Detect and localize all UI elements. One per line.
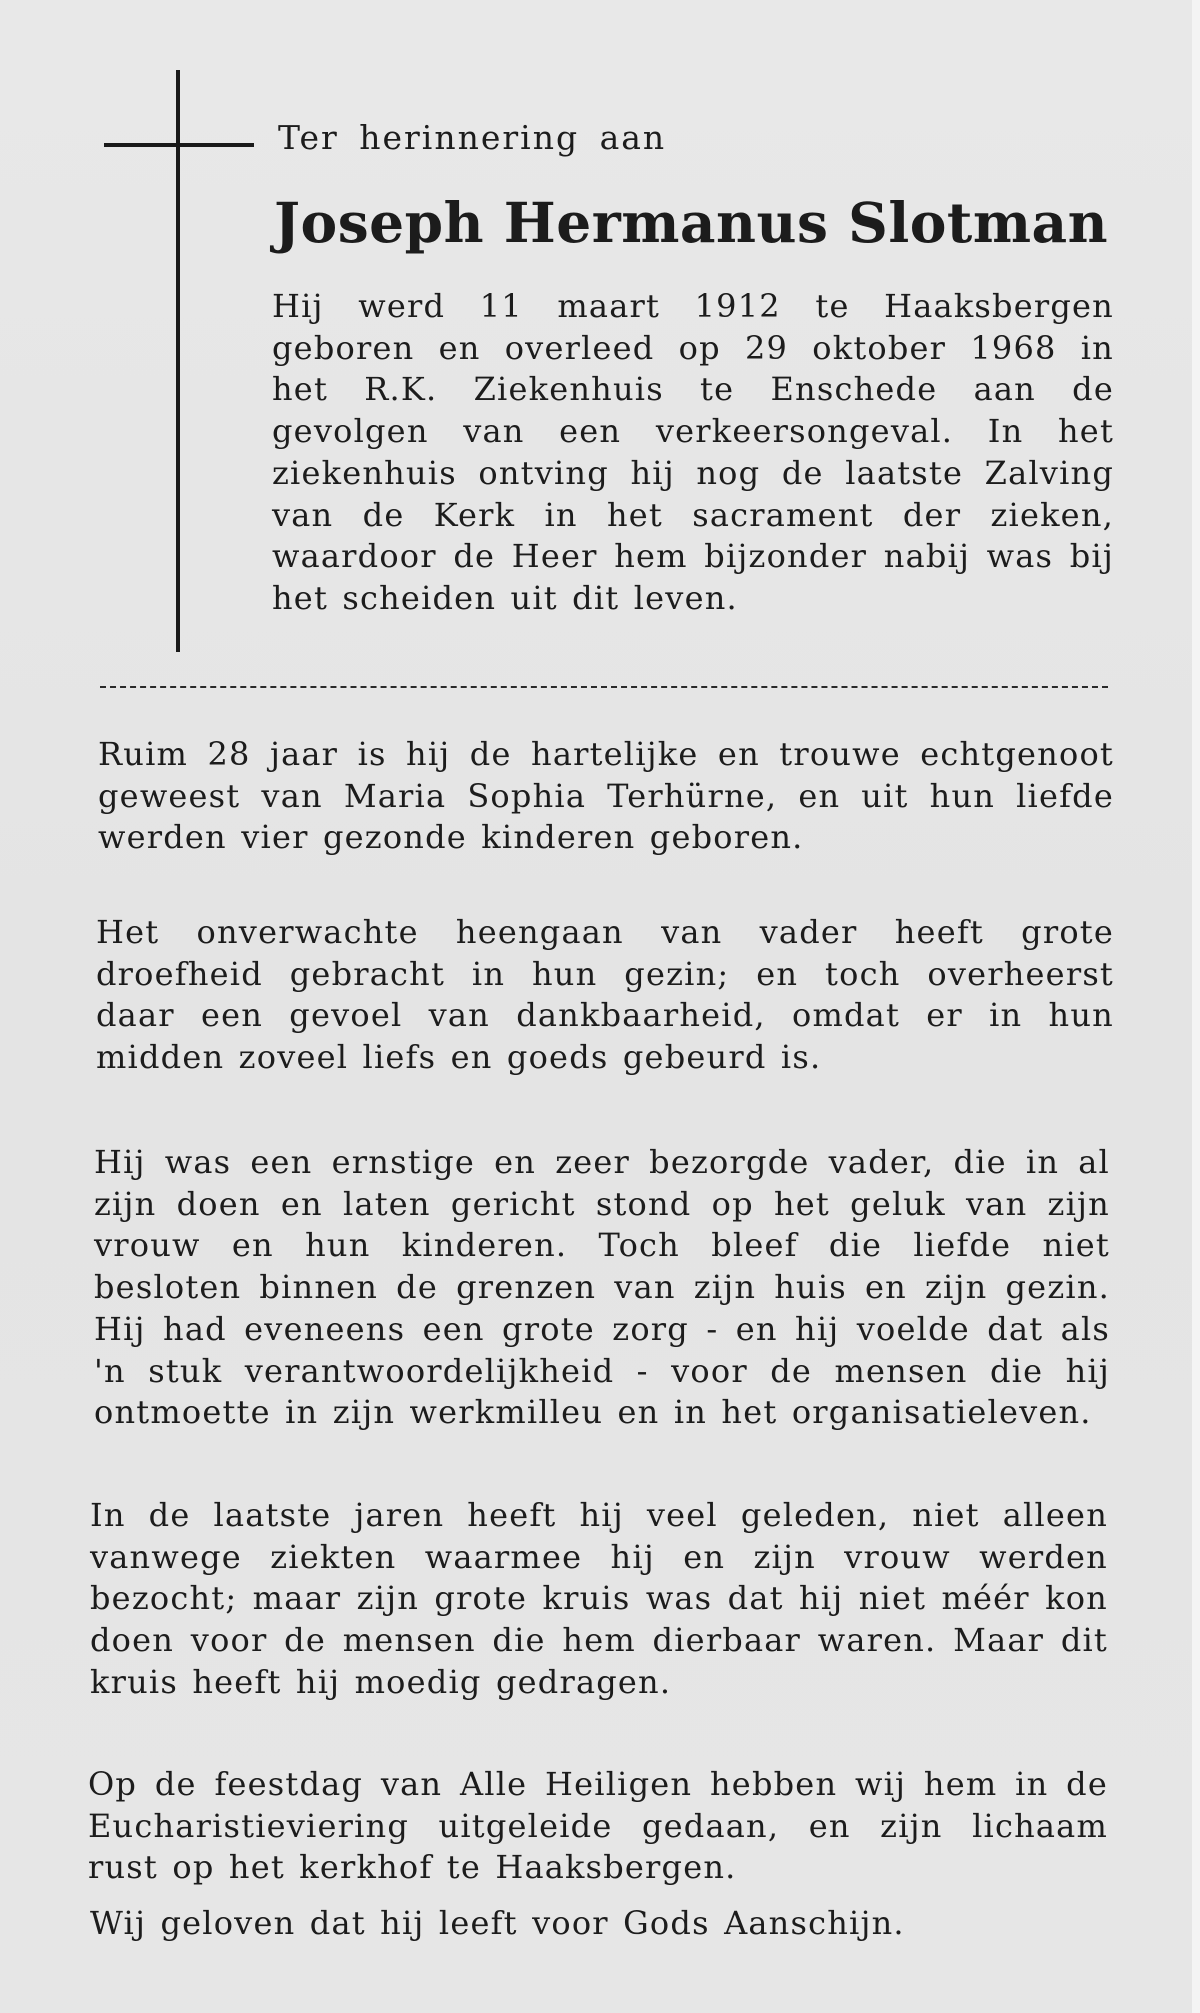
deceased-name: Joseph Hermanus Slotman <box>274 190 1109 255</box>
biography-paragraph: Hij werd 11 maart 1912 te Haaksbergen geboren en overleed op 29 oktober 1968 in het R.K. Ziekenhuis te Enschede aan de gevolgen van een verkeersongeval. In het ziekenhuis ontving hij nog de laatste Zalving van de Kerk in het sacrament der zieken, waardoor de Heer hem bijzonder nabij was bij het scheiden uit dit leven. <box>272 287 1114 617</box>
paragraph-closing: Wij geloven dat hij leeft voor Gods Aanschijn. <box>90 1904 905 1942</box>
paragraph-marriage: Ruim 28 jaar is hij de hartelijke en trouwe echtgenoot geweest van Maria Sophia Terhürne, en uit hun liefde werden vier gezonde kinderen geboren. <box>98 735 1114 857</box>
paragraph-suffering: In de laatste jaren heeft hij veel geleden, niet alleen vanwege ziekten waarmee hij en zijn vrouw werden bezocht; maar zijn grote kruis was dat hij niet méér kon doen voor de mensen die hem dierbaar waren. Maar dit kruis heeft hij moedig gedragen. <box>90 1496 1108 1701</box>
divider <box>100 686 1108 688</box>
cross-icon-bar <box>104 143 254 147</box>
paragraph-character: Hij was een ernstige en zeer bezorgde vader, die in al zijn doen en laten gericht stond op het geluk van zijn vrouw en hun kinderen. Toch bleef die liefde niet besloten binnen de grenzen van zijn huis en zijn gezin. Hij had eveneens een grote zorg - en hij voelde dat als 'n stuk verantwoordelijkheid - voor de mensen die hij ontmoette in zijn werkmilleu en in het organisatieleven. <box>94 1143 1110 1432</box>
cross-icon <box>176 70 180 652</box>
paragraph-family-grief: Het onverwachte heengaan van vader heeft grote droefheid gebracht in hun gezin; en toch overheerst daar een gevoel van dankbaarheid, omdat er in hun midden zoveel liefs en goeds gebeurd is. <box>96 913 1114 1077</box>
paragraph-funeral: Op de feestdag van Alle Heiligen hebben wij hem in de Eucharistieviering uitgeleide gedaan, en zijn lichaam rust op het kerkhof te Haaksbergen. <box>88 1765 1108 1887</box>
intro-text: Ter herinnering aan <box>278 118 667 157</box>
